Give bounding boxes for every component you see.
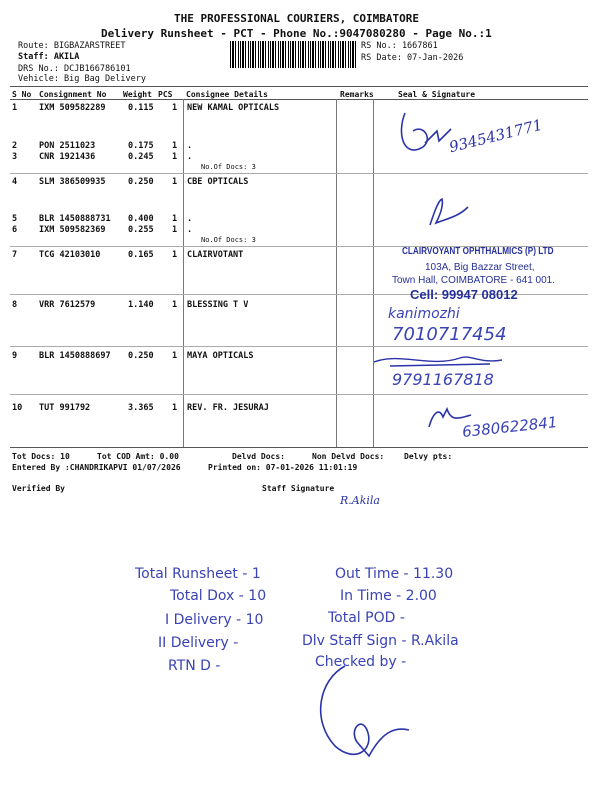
in-time: In Time - 2.00 [340, 588, 437, 604]
handwritten-phone: 9791167818 [392, 370, 494, 389]
no-of-docs: No.Of Docs: 3 [201, 163, 256, 171]
tot-docs: Tot Docs: 10 [12, 452, 70, 461]
ii-delivery: II Delivery - [158, 635, 239, 651]
total-runsheet: Total Runsheet - 1 [135, 566, 261, 582]
checked-by: Checked by - [315, 654, 407, 670]
handwritten-phone: 6380622841 [461, 413, 559, 441]
col-consignee: Consignee Details [186, 90, 268, 99]
col-consignment: Consignment No [39, 90, 107, 99]
handwritten-phone: 9345431771 [447, 115, 545, 157]
no-of-docs: No.Of Docs: 3 [201, 236, 256, 244]
entered-by: Entered By :CHANDRIKAPVI 01/07/2026 [12, 463, 181, 472]
handwritten-phone: 7010717454 [392, 324, 507, 345]
drs-number: DRS No.: DCJB166786101 [18, 64, 131, 74]
staff-signature: R.Akila [340, 494, 380, 507]
col-seal: Seal & Signature [398, 90, 476, 99]
i-delivery: I Delivery - 10 [165, 612, 264, 628]
total-dox: Total Dox - 10 [170, 588, 267, 604]
route-label: Route: BIGBAZARSTREET [18, 41, 126, 51]
verified-by: Verified By [12, 484, 65, 493]
runsheet-subtitle: Delivery Runsheet - PCT - Phone No.:9047080280 - Page No.:1 [101, 27, 492, 40]
barcode-image [230, 41, 358, 68]
delvy-pts: Delvy pts: [404, 452, 453, 461]
rs-date: RS Date: 07-Jan-2026 [361, 53, 464, 63]
col-sno: S No [12, 90, 32, 99]
handwritten-name: kanimozhi [388, 306, 460, 322]
total-pod: Total POD - [328, 610, 405, 626]
signature-row9 [370, 350, 510, 372]
staff-signature-label: Staff Signature [262, 484, 335, 493]
out-time: Out Time - 11.30 [335, 566, 454, 582]
vehicle-label: Vehicle: Big Bag Delivery [18, 74, 146, 84]
non-delvd-docs: Non Delvd Docs: [312, 452, 385, 461]
col-remarks: Remarks [340, 90, 374, 99]
delvd-docs: Delvd Docs: [232, 452, 285, 461]
col-pcs: PCS [158, 90, 173, 99]
checker-signature [305, 660, 415, 770]
printed-on: Printed on: 07-01-2026 11:01:19 [208, 463, 358, 472]
rtn-delivery: RTN D - [168, 658, 221, 674]
rs-number: RS No.: 1667861 [361, 41, 438, 51]
tot-cod-amt: Tot COD Amt: 0.00 [97, 452, 179, 461]
company-title: THE PROFESSIONAL COURIERS, COIMBATORE [174, 12, 420, 25]
col-weight: Weight [123, 90, 152, 99]
dlv-staff-sign: Dlv Staff Sign - R.Akila [302, 633, 459, 649]
signature-row4 [420, 193, 480, 233]
staff-label: Staff: AKILA [18, 52, 80, 62]
